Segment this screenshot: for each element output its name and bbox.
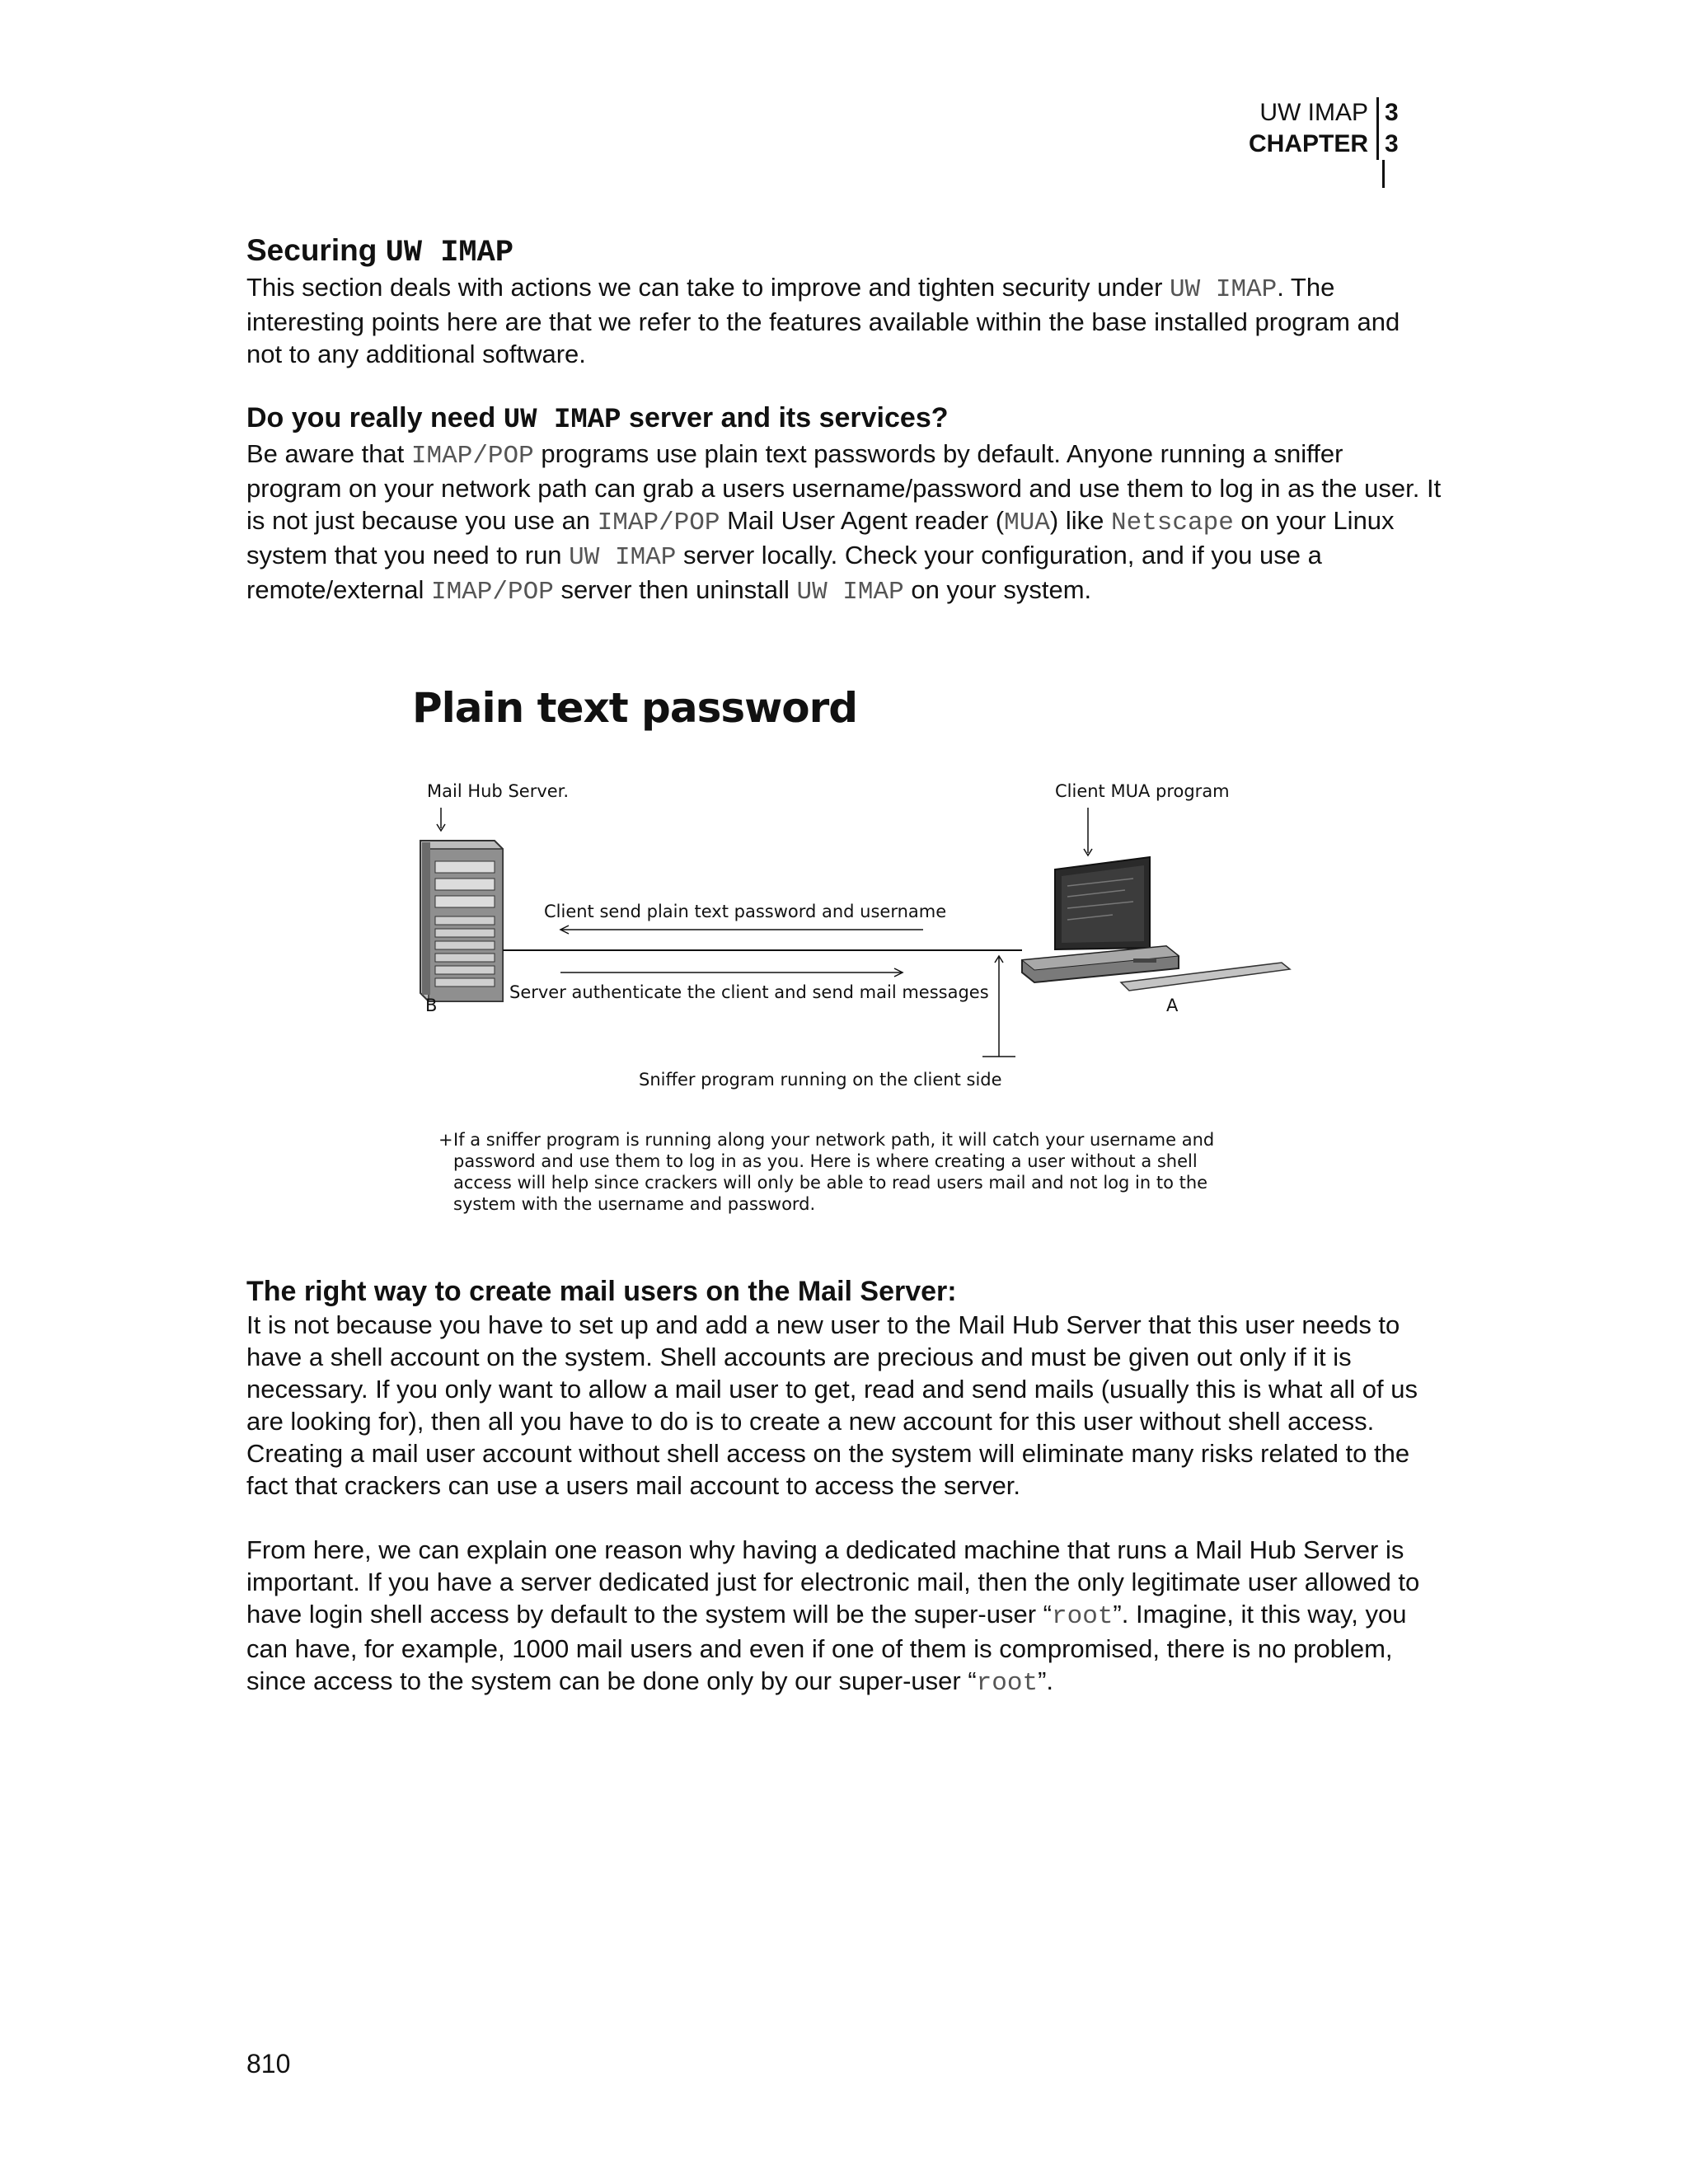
chapter-label: CHAPTER [1248,130,1368,157]
paragraph-dedicated-machine: From here, we can explain one reason why having a dedicated machine that runs a Mail Hub Server is important. If you have a server dedicated just for electronic mail, then the only legitimate user allowed to have login shell access by default to the system will be the super-user “root”. Imagine, it this way, you can have, for example, 1000 mail users and even if one of them is compromised, there is no problem, since access to the system can be done only by our super-user “root”. [246,1535,1420,1698]
chapter-title-number: 3 [1376,97,1400,129]
paragraph-shell-access: It is not because you have to set up and add a new user to the Mail Hub Server that this user needs to have a shell account on the system. Shell accounts are precious and must be given out only if it is necessary. If you only want to allow a mail user to get, read and send mails (usually this is what all of us are looking for), then all you have to do is to create a new account for this user without shell access. Creating a mail user account without shell access on the system will eliminate many risks related to the fact that crackers can use a users mail account to access the server. [246,1310,1418,1500]
figure-title: Plain text password [412,684,858,732]
note-text: If a sniffer program is running along your network path, it will catch your username and password and use them to log in as you. Here is where creating a user without a shell access will help since crackers will only be able to read users mail and not log in to the system with the username and password. [453,1130,1215,1214]
section-heading-mail-users: The right way to create mail users on the Mail Server: [246,1276,957,1307]
header-rule [1382,160,1385,188]
arrow-label-send-password: Client send plain text password and username [544,902,947,921]
arrow-label-authenticate: Server authenticate the client and send mail messages [509,982,989,1002]
section-need-server [246,401,1442,608]
chapter-label-row [1249,129,1400,160]
client-workstation-icon [1022,857,1290,991]
section-mail-users [246,1274,1442,1699]
section-securing [246,232,1442,370]
running-header [1249,97,1400,160]
server-tower-icon [420,841,503,1001]
server-label: Mail Hub Server. [427,781,570,801]
chapter-title: UW IMAP [1259,99,1368,126]
sniffer-label: Sniffer program running on the client side [639,1070,1002,1090]
client-label: Client MUA program [1055,781,1230,801]
node-b-label: B [425,996,438,1015]
paragraph-plain-text: Be aware that IMAP/POP programs use plain text passwords by default. Anyone running a sniffer program on your network path can grab a users username/password and use them to log in as the user. It is not just because you use an IMAP/POP Mail User Agent reader (MUA) like Netscape on your Linux system that you need to run UW IMAP server locally. Check your configuration, and if you use a remote/external IMAP/POP server then uninstall UW IMAP on your system. [246,439,1442,607]
note-bullet: + [438,1130,453,1150]
page-number: 810 [246,2049,291,2079]
section-heading-securing: Securing UW IMAP [246,233,514,270]
section-heading-need-server: Do you really need UW IMAP server and its services? [246,402,949,436]
node-a-label: A [1166,996,1179,1015]
figure-note [438,1129,1261,1215]
chapter-title-row [1249,97,1400,129]
paragraph-intro: This section deals with actions we can take to improve and tighten security under UW IMAP. The interesting points here are that we refer to the features available within the base installed program and not to any additional software. [246,273,1400,368]
chapter-number: 3 [1376,129,1400,160]
plain-text-password-figure [387,684,1294,1228]
